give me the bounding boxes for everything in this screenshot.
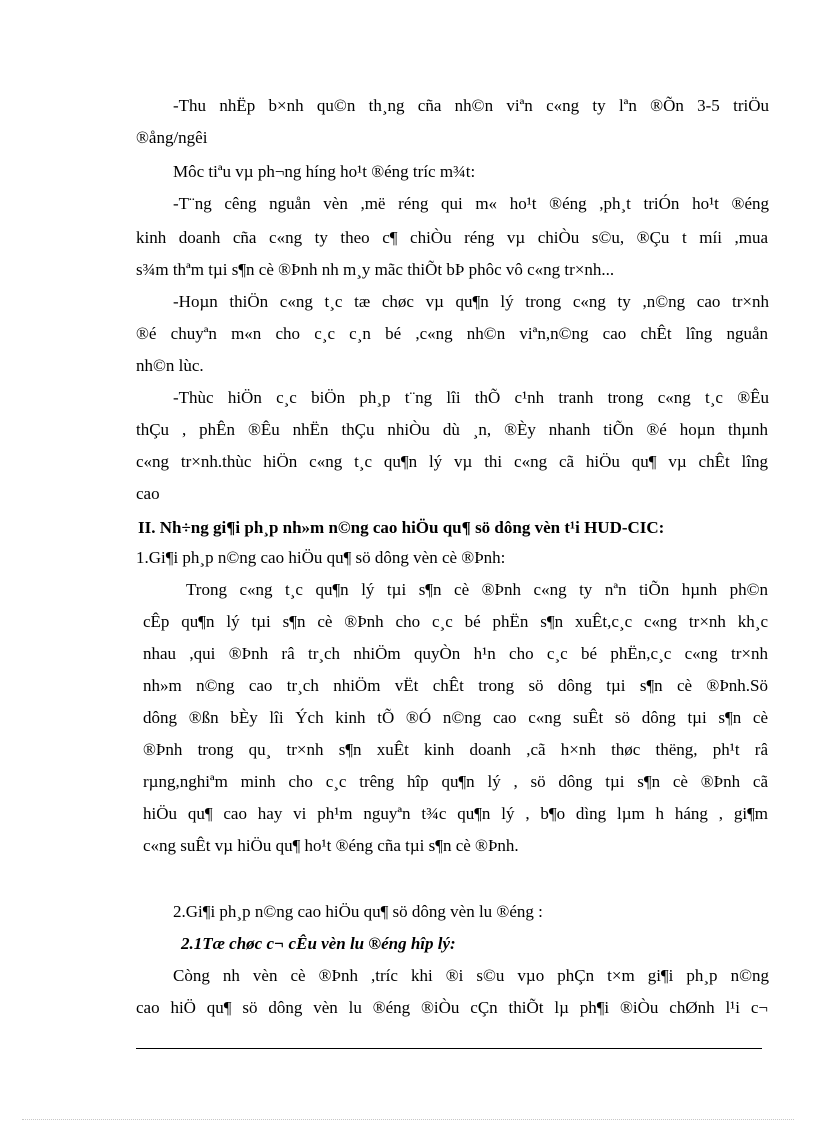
text-line: kinh doanh cña c«ng ty theo c¶ chiÒu réng vµ chiÒu s©u, ®Çu t míi ,mua [136, 228, 768, 247]
text-line: s¾m thªm tµi s¶n cè ®Þnh nh m¸y mãc thiÕt bÞ phôc vô c«ng tr×nh... [136, 260, 615, 279]
subsection-heading: 1.Gi¶i ph¸p n©ng cao hiÖu qu¶ sö dông vèn cè ®Þnh: [136, 548, 506, 567]
footer-divider [136, 1048, 762, 1049]
text-line: hiÖu qu¶ cao hay vi ph¹m nguyªn t¾c qu¶n lý , b¶o dìng lµm h háng , gi¶m [143, 804, 768, 823]
text-line: ®ång/ngêi [136, 128, 208, 147]
text-line: thÇu , phÊn ®Êu nhËn thÇu nhiÒu dù ¸n, ®Èy nhanh tiÕn ®é hoµn thµnh [136, 420, 768, 439]
subsubsection-heading: 2.1Tæ chøc c¬ cÊu vèn lu ®éng hîp lý: [181, 934, 456, 953]
section-heading: II. Nh÷ng gi¶i ph¸p nh»m n©ng cao hiÖu qu¶ sö dông vèn t¹i HUD-CIC: [138, 518, 665, 537]
text-line: -T¨ng cêng nguån vèn ,më réng qui m« ho¹t ®éng ,ph¸t triÓn ho¹t ®éng [173, 194, 769, 213]
page-bottom-border [22, 1119, 794, 1120]
text-line: c«ng tr×nh.thùc hiÖn c«ng t¸c qu¶n lý vµ thi c«ng cã hiÖu qu¶ vµ chÊt lîng [136, 452, 768, 471]
text-line: -Thu nhËp b×nh qu©n th¸ng cña nh©n viªn c«ng ty lªn ®Õn 3-5 triÖu [173, 96, 769, 115]
text-line: rµng,nghiªm minh cho c¸c trêng hîp qu¶n lý , sö dông tµi s¶n cè ®Þnh cã [143, 772, 768, 791]
text-line: -Thùc hiÖn c¸c biÖn ph¸p t¨ng lîi thÕ c¹nh tranh trong c«ng t¸c ®Êu [173, 388, 769, 407]
text-line: c«ng suÊt vµ hiÖu qu¶ ho¹t ®éng cña tµi s¶n cè ®Þnh. [143, 836, 519, 855]
text-line: Trong c«ng t¸c qu¶n lý tµi s¶n cè ®Þnh c«ng ty nªn tiÕn hµnh ph©n [186, 580, 768, 599]
text-line: Còng nh vèn cè ®Þnh ,tríc khi ®i s©u vµo phÇn t×m gi¶i ph¸p n©ng [173, 966, 769, 985]
text-line: -Hoµn thiÖn c«ng t¸c tæ chøc vµ qu¶n lý trong c«ng ty ,n©ng cao tr×nh [173, 292, 769, 311]
text-line: nh»m n©ng cao tr¸ch nhiÖm vËt chÊt trong sö dông tµi s¶n cè ®Þnh.Sö [143, 676, 768, 695]
text-line: nh©n lùc. [136, 356, 204, 375]
text-line: nhau ,qui ®Þnh râ tr¸ch nhiÖm quyÒn h¹n cho c¸c bé phËn,c¸c c«ng tr×nh [143, 644, 768, 663]
text-line: ®Þnh trong qu¸ tr×nh s¶n xuÊt kinh doanh ,cã h×nh thøc thëng, ph¹t râ [143, 740, 768, 759]
text-line: cÊp qu¶n lý tµi s¶n cè ®Þnh cho c¸c bé phËn s¶n xuÊt,c¸c c«ng tr×nh kh¸c [143, 612, 768, 631]
text-line: cao hiÖ qu¶ sö dông vèn lu ®éng ®iÒu cÇn thiÕt lµ ph¶i ®iÒu chØnh l¹i c¬ [136, 998, 768, 1017]
text-line: Môc tiªu vµ ph¬ng híng ho¹t ®éng tríc m¾t: [173, 162, 476, 181]
text-line: cao [136, 484, 160, 503]
text-line: dông ®ßn bÈy lîi Ých kinh tÕ ®Ó n©ng cao c«ng suÊt sö dông tµi s¶n cè [143, 708, 768, 727]
text-line: ®é chuyªn m«n cho c¸c c¸n bé ,c«ng nh©n viªn,n©ng cao chÊt lîng nguån [136, 324, 768, 343]
subsection-heading: 2.Gi¶i ph¸p n©ng cao hiÖu qu¶ sö dông vèn lu ®éng : [173, 902, 543, 921]
